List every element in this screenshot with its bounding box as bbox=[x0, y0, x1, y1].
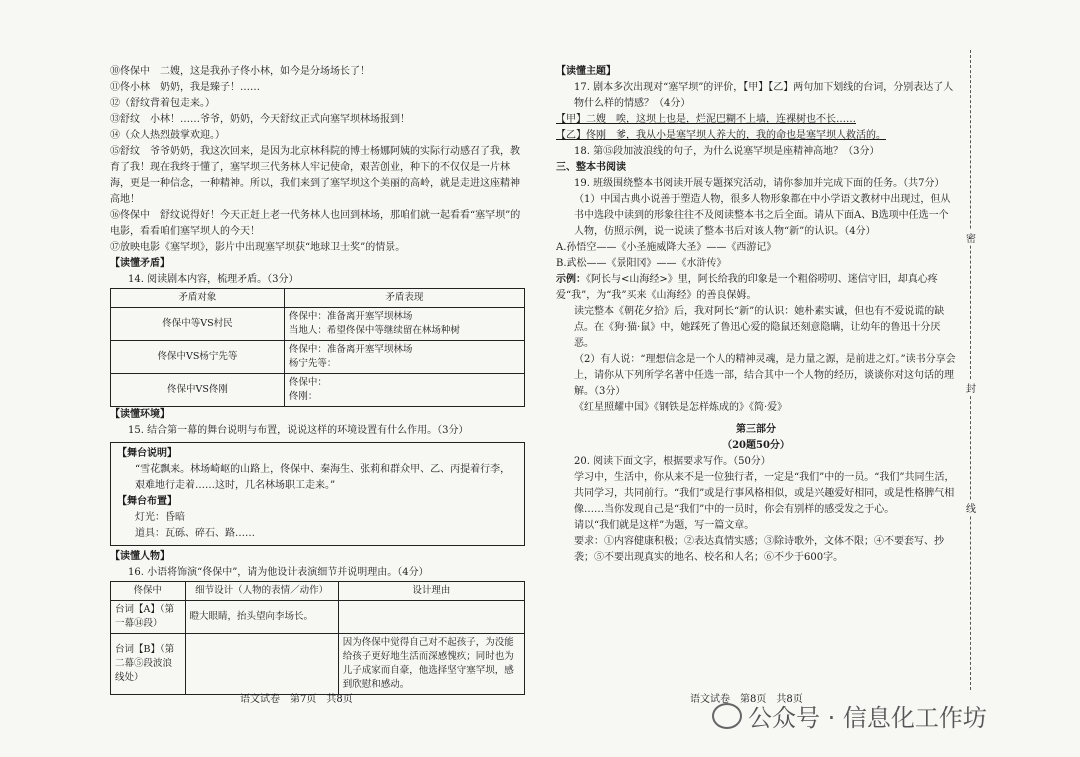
question-19-2: （2）有人说：“理想信念是一个人的精神灵魂，是力量之源，是前进之灯。”读书分享会上，请你从下列所学名著中任选一部，结合其中一个人物的经历，谈谈你对这句话的理解。（3分） bbox=[574, 354, 956, 397]
layout-light: 灯光：昏暗 bbox=[135, 512, 185, 523]
question-17: 17. 剧本多次出现对“塞罕坝”的评价，【甲】【乙】两句加下划线的台词，分别表达了人物什么样的情感？（4分） bbox=[574, 82, 954, 109]
stage-text: “雪花飘来。林场崎岖的山路上，佟保中、秦海生、张莉和群众甲、乙、丙提着行李，艰难地行走着……这时，几名林场职工走来。” bbox=[135, 464, 511, 491]
watermark bbox=[712, 698, 987, 733]
script-line: ⑰放映电影《塞罕坝》，影片中出现塞罕坝获“地球卫士奖”的情景。 bbox=[110, 242, 406, 253]
script-line: ⑫（舒纹背着包走来。） bbox=[110, 98, 215, 109]
stage-title: 【舞台说明】 bbox=[117, 448, 177, 459]
table-row bbox=[111, 634, 525, 695]
question-18: 18. 第⑮段加波浪线的句子，为什么说塞罕坝是座精神高地？（3分） bbox=[574, 146, 880, 157]
table-cell: 佟保中：准备离开塞罕坝林场 杨宁先等： bbox=[284, 341, 524, 374]
section-3-title: 三、整本书阅读 bbox=[556, 162, 626, 173]
question-20-task: 请以“我们就是这样”为题，写一篇文章。 bbox=[574, 520, 755, 531]
seal-mark: 封 bbox=[965, 380, 977, 395]
table-cell bbox=[185, 634, 338, 695]
script-line: ⑩佟保中 二嫂，这是我孙子佟小林，如今是分场场长了！ bbox=[110, 66, 370, 77]
question-16: 16. 小语将饰演“佟保中”，请为他设计表演细节并说明理由。（4分） bbox=[128, 567, 429, 578]
heading-environment: 【读懂环境】 bbox=[110, 409, 170, 420]
table-header: 佟保中 bbox=[111, 582, 186, 601]
question-20-requirements: 要求：①内容健康积极；②表达真情实感；③除诗歌外，文体不限；④不要套写、抄袭；⑤不要出现真实的地名、校名和人名；⑥不少于600字。 bbox=[574, 536, 944, 563]
script-line: ⑯佟保中 舒纹说得好！今天正赶上老一代务林人也回到林场，那咱们就一起看看“塞罕坝”的电影，看看咱们塞罕坝人的今天！ bbox=[110, 210, 521, 237]
script-line: ⑭（众人热烈鼓掌欢迎。） bbox=[110, 130, 225, 141]
page-8 bbox=[556, 64, 956, 566]
seal-mark: 密 bbox=[965, 230, 977, 245]
table-row bbox=[111, 341, 525, 374]
script-line: ⑬舒纹 小林！……爷爷，奶奶，今天舒纹正式向塞罕坝林场报到！ bbox=[110, 114, 410, 125]
stage-box bbox=[110, 442, 525, 546]
question-19-1: （1）中国古典小说善于塑造人物，很多人物形象都在中小学语文教材中出现过，但从书中选段中读到的形象往往不及阅读整本书之后全面。请从下面A、B选项中任选一个人物，仿照示例，说一说读了整本书后对该人物“新”的认识。（4分） bbox=[574, 194, 951, 237]
table-cell: 佟保中：准备离开塞罕坝林场 当地人：希望佟保中等继续留在林场种树 bbox=[284, 308, 524, 341]
table-cell: 台词【A】（第一幕⑭段） bbox=[111, 601, 186, 634]
table-row bbox=[111, 308, 525, 341]
table-header: 矛盾表现 bbox=[284, 289, 524, 308]
table-cell: 台词【B】（第二幕⑤段波浪线处） bbox=[111, 634, 186, 695]
table-cell: 佟保中VS杨宁先等 bbox=[111, 341, 285, 374]
table-cell: 佟保中等VS村民 bbox=[111, 308, 285, 341]
table-cell: 佟保中： 佟刚： bbox=[284, 374, 524, 407]
table-cell: 因为佟保中觉得自己对不起孩子，为没能给孩子更好地生活而深感愧疚；同时也为儿子成家而自豪，他选择坚守塞罕坝，感到欣慰和感动。 bbox=[338, 634, 524, 695]
option-b: B.武松——《景阳冈》——《水浒传》 bbox=[556, 258, 727, 269]
layout-props: 道具：瓦砾、碎石、路…… bbox=[135, 528, 255, 539]
table-header: 细节设计（人物的表情／动作） bbox=[185, 582, 338, 601]
seal-line bbox=[965, 50, 977, 690]
option-a: A.孙悟空——《小圣施威降大圣》——《西游记》 bbox=[556, 242, 777, 253]
page-footer: 语文试卷 第8页 共8页 bbox=[690, 694, 803, 705]
part-3-title: 第三部分 bbox=[736, 424, 776, 435]
wechat-icon bbox=[712, 703, 742, 729]
acting-table bbox=[110, 581, 525, 695]
question-19: 19. 班级围绕整本书阅读开展专题探究活动，请你参加并完成下面的任务。（共7分） bbox=[574, 178, 945, 189]
heading-theme: 【读懂主题】 bbox=[556, 66, 616, 77]
script-line: ⑮舒纹 爷爷奶奶，我这次回来，是因为北京林科院的博士杨娜阿姨的实际行动感召了我，教育了我！现在我终于懂了，塞罕坝三代务林人牢记使命，艰苦创业，种下的不仅仅是一片林海，更是一种信念，一种精神。所以，我们来到了塞罕坝这个美丽的高岭，就是走进这座精神高地！ bbox=[110, 146, 520, 205]
question-20-text: 学习中，生活中，你从来不是一位独行者，一定是“我们”中的一员。“我们”共同生活，共同学习，共同前行。“我们”或是行事风格相似，或是兴趣爱好相同，或是性格脾气相像……当你发现自己是“我们”中的一员时，你会有别样的感受发之于心。 bbox=[574, 472, 955, 515]
question-14: 14. 阅读剧本内容，梳理矛盾。（3分） bbox=[128, 274, 299, 285]
table-row bbox=[111, 374, 525, 407]
table-cell: 瞪大眼睛，抬头望向李场长。 bbox=[185, 601, 338, 634]
layout-title: 【舞台布置】 bbox=[117, 496, 177, 507]
table-cell: 佟保中VS佟刚 bbox=[111, 374, 285, 407]
question-20: 20. 阅读下面文字，根据要求写作。（50分） bbox=[574, 456, 771, 467]
part-3-subtitle: （20题50分） bbox=[722, 440, 790, 451]
quote-yi: 【乙】佟刚 爹，我从小是塞罕坝人养大的，我的命也是塞罕坝人救活的。 bbox=[556, 130, 886, 141]
watermark-text: 公众号 · 信息化工作坊 bbox=[748, 704, 987, 732]
table-header: 设计理由 bbox=[338, 582, 524, 601]
script-line: ⑪佟小林 奶奶，我是臻子！…… bbox=[110, 82, 260, 93]
heading-conflict: 【读懂矛盾】 bbox=[110, 258, 170, 269]
quote-jia: 【甲】二嫂 唉，这坝上也是，烂泥巴糊不上墙，连裸树也不长…… bbox=[556, 114, 856, 125]
example: 示例：《阿长与<山海经>》里，阿长给我的印象是一个粗俗唠叨、迷信守旧，却真心疼爱“我”，为“我”买来《山海经》的善良保姆。 bbox=[556, 274, 938, 301]
question-15: 15. 结合第一幕的舞台说明与布置，说说这样的环境设置有什么作用。（3分） bbox=[128, 425, 469, 436]
table-cell bbox=[338, 601, 524, 634]
book-list: 《红星照耀中国》《钢铁是怎样炼成的》《简·爱》 bbox=[574, 402, 788, 413]
example-continued: 读完整本《朝花夕拾》后，我对阿长“新”的认识：她朴素实诚，但也有不爱说谎的缺点。在《狗·猫·鼠》中，她踩死了鲁迅心爱的隐鼠还刻意隐瞒，让幼年的鲁迅十分厌恶。 bbox=[574, 306, 945, 349]
heading-character: 【读懂人物】 bbox=[110, 551, 170, 562]
page-footer: 语文试卷 第7页 共8页 bbox=[240, 694, 353, 705]
seal-mark: 线 bbox=[965, 500, 977, 515]
conflict-table bbox=[110, 288, 525, 407]
table-header: 矛盾对象 bbox=[111, 289, 285, 308]
table-row bbox=[111, 601, 525, 634]
page-7 bbox=[110, 64, 525, 695]
